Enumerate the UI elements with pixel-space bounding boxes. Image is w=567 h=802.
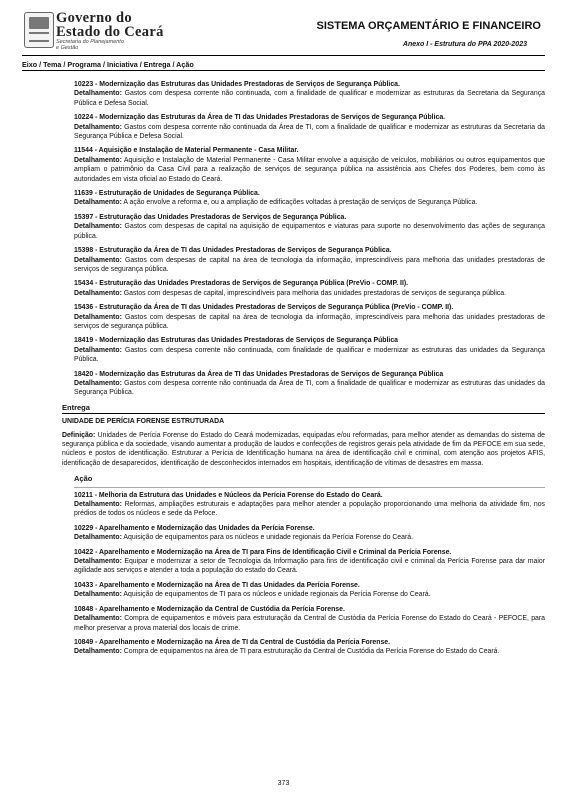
government-logo — [22, 8, 202, 52]
action-title: 15434 - Estruturação das Unidades Prestadoras de Serviços de Segurança Pública (PreVio - COMP. II). — [74, 280, 409, 288]
action-item — [74, 605, 545, 633]
action-item — [74, 189, 545, 208]
detail-label: Detalhamento: — [74, 379, 122, 387]
detail-label: Detalhamento: — [74, 558, 122, 566]
action-item — [74, 638, 545, 657]
detail-text: Reformas, ampliações estruturais e adaptações para melhor atender a população proporcionando uma melhoria da atividade fim, nos prédios de todos os núcleos e sede da Pefoce. — [74, 501, 545, 518]
detail-label: Detalhamento: — [74, 156, 122, 164]
detail-text: Gastos com despesa corrente não continuada, com finalidade de qualificar e modernizar as estruturas das unidades da Segurança Pública. — [74, 346, 545, 364]
detail-text: Gastos com despesas de capital na área de tecnologia da informação, imprescindíveis para melhoria das unidades prestadoras de serviços de segurança pública. — [74, 256, 545, 273]
detail-label: Detalhamento: — [74, 615, 122, 623]
action-detail — [74, 289, 545, 298]
detail-label: Detalhamento: — [74, 501, 122, 509]
detail-label: Detalhamento: — [74, 591, 122, 599]
logo-line-2: Estado do Ceará — [56, 24, 164, 40]
action-item — [74, 370, 545, 398]
breadcrumb-divider — [22, 70, 545, 71]
action-detail — [74, 647, 545, 656]
detail-text: Aquisição de equipamentos para os núcleos e unidade regionais da Perícia Forense do Ceará. — [123, 534, 413, 542]
acao-divider — [74, 487, 545, 488]
action-title: 10422 - Aparelhamento e Modernização na Área de TI para Fins de Identificação Civil e Criminal da Perícia Forense. — [74, 548, 452, 556]
action-title: 10223 - Modernização das Estruturas das Unidades Prestadoras de Serviços de Segurança Pública. — [74, 81, 400, 88]
main-content — [62, 80, 545, 662]
detail-text: Gastos com despesa corrente não continuada, com a finalidade de qualificar e modernizar as estruturas da Secretaria da Segurança Pública e Defesa Social. — [74, 90, 545, 107]
action-detail — [74, 557, 545, 576]
detail-text: Compra de equipamentos e móveis para estruturação da Central de Custódia da Perícia Forense do Estado do Ceará - PEFOCE, para melhor preservar a prova material dos locais de crime. — [74, 615, 546, 632]
detail-text: Aquisição e Instalação de Material Permanente - Casa Militar envolve a aquisição de veículos, mobiliários ou outros equipamentos que ampliam o patrimônio da Casa Civil para a realização de serviços de segurança pública na assistência aos Chefes dos Poderes, bem como às autoridades em vista oficial ao Estado do Ceará. — [74, 156, 545, 183]
action-detail — [74, 198, 545, 207]
action-item — [74, 548, 545, 576]
action-item — [74, 146, 545, 184]
detail-label: Detalhamento: — [74, 534, 122, 542]
action-title: 15436 - Estruturação da Área de TI das Unidades Prestadoras de Serviços de Segurança Pública (PreVio - COMP. II). — [74, 304, 454, 312]
action-detail — [74, 500, 545, 519]
definition-label: Definição: — [62, 431, 96, 439]
detail-label: Detalhamento: — [74, 123, 122, 131]
action-item — [74, 113, 545, 141]
breadcrumb: Eixo / Tema / Programa / Iniciativa / Entrega / Ação — [22, 60, 194, 69]
definition-text: Unidades de Perícia Forense do Estado do Ceará modernizadas, equipadas e/ou reformadas, para melhor atender as demandas do sistema de segurança pública e da sociedade, visando aumentar a produção de laudos e confecções de registros gerais pela atividade de fim da PEFOCE em sua sede, núcleos e postos de identificação. Estruturar a Perícia de Identificação humana na área de identificação civil e criminal, com atenção aos projetos AFIS, identificação de desaparecidos, identificação de desconhecidos internados em hospitais, identificação de vítimas de desastres em massa. — [62, 431, 545, 467]
detail-text: Equipar e modernizar a setor de Tecnologia da Informação para fins de identificação civil e criminal da Perícia Forense para dar maior agilidade aos serviços e atender a toda a população do estado do Ceará. — [74, 558, 545, 575]
detail-text: Gastos com despesa corrente não continuada da Área de TI, com a finalidade de qualificar e modernizar as estruturas da Secretaria da Segurança Pública e Defesa Social. — [74, 123, 545, 141]
action-title: 10433 - Aparelhamento e Modernização na Área de TI das Unidades da Perícia Forense. — [74, 581, 360, 589]
coat-of-arms-icon — [24, 12, 54, 48]
action-item — [74, 80, 545, 108]
header-divider — [22, 55, 545, 56]
action-detail — [74, 379, 545, 398]
action-title: 10229 - Aparelhamento e Modernização das Unidades da Perícia Forense. — [74, 524, 315, 532]
action-detail — [74, 89, 545, 108]
action-title: 11544 - Aquisição e Instalação de Material Permanente - Casa Militar. — [74, 147, 299, 155]
detail-label: Detalhamento: — [74, 346, 122, 354]
annex-subtitle: Anexo I - Estrutura do PPA 2020-2023 — [402, 41, 527, 48]
action-title: 10848 - Aparelhamento e Modernização da Central de Custódia da Perícia Forense. — [74, 605, 345, 613]
action-item — [74, 336, 545, 364]
action-title: 10211 - Melhoria da Estrutura das Unidades e Núcleos da Perícia Forense do Estado do Ceará. — [74, 491, 383, 499]
logo-line-1: Governo do — [56, 10, 132, 26]
action-item — [74, 279, 545, 298]
action-title: 15397 - Estruturação das Unidades Prestadoras de Serviços de Segurança Pública. — [74, 213, 347, 221]
action-title: 18420 - Modernização das Estruturas da Área de TI das Unidades Prestadoras de Serviços de Segurança Pública — [74, 370, 444, 378]
detail-label: Detalhamento: — [74, 648, 122, 656]
action-detail — [74, 256, 545, 275]
entrega-heading: Entrega — [62, 403, 545, 414]
detail-label: Detalhamento: — [74, 256, 122, 264]
action-detail — [74, 123, 545, 142]
action-title: 11639 - Estruturação de Unidades de Segurança Pública. — [74, 190, 260, 198]
action-title: 15398 - Estruturação da Área de TI das Unidades Prestadoras de Serviços de Segurança Pública. — [74, 247, 392, 255]
action-detail — [74, 533, 545, 542]
action-title: 18419 - Modernização das Estruturas das Unidades Prestadoras de Serviços de Segurança Pública — [74, 337, 398, 345]
action-detail — [74, 590, 545, 599]
detail-label: Detalhamento: — [74, 90, 122, 98]
action-detail — [74, 156, 545, 184]
detail-label: Detalhamento: — [74, 289, 122, 297]
action-detail — [74, 222, 545, 241]
detail-text: A ação envolve a reforma e, ou a ampliação de edificações voltadas à prestação de serviços de Segurança Pública. — [123, 199, 478, 207]
action-item — [74, 491, 545, 519]
action-item — [74, 213, 545, 241]
entrega-definition — [62, 431, 545, 469]
detail-text: Gastos com despesas de capital, imprescindíveis para melhoria das unidades prestadoras de serviços de segurança pública. — [123, 289, 507, 297]
action-list-top — [62, 80, 545, 398]
logo-line-3: Secretaria do Planejamento e Gestão — [56, 39, 124, 51]
detail-text: Compra de equipamentos na área de TI para estruturação da Central de Custódia da Perícia Forense do Estado do Ceará. — [123, 648, 500, 656]
detail-text: Gastos com despesa corrente não continuada da Área de TI, com a finalidade de qualificar e modernizar as estruturas das unidades da Segurança Pública. — [74, 379, 545, 397]
action-detail — [74, 346, 545, 365]
action-item — [74, 303, 545, 331]
detail-text: Gastos com despesas de capital na área de tecnologia da informação, imprescindíveis para melhoria das unidades prestadoras de serviços de segurança pública. — [74, 313, 545, 330]
action-title: 10224 - Modernização das Estruturas da Área de TI das Unidades Prestadoras de Serviços de Segurança Pública. — [74, 114, 446, 122]
acao-heading: Ação — [74, 474, 93, 484]
detail-text: Aquisição de equipamentos de TI para os núcleos e unidade regionais da Perícia Forense do Ceará. — [123, 591, 431, 599]
action-item — [74, 246, 545, 274]
detail-label: Detalhamento: — [74, 199, 122, 207]
entrega-unit-title: UNIDADE DE PERÍCIA FORENSE ESTRUTURADA — [62, 418, 225, 426]
action-title: 10849 - Aparelhamento e Modernização na Área de TI da Central de Custódia da Perícia Forense. — [74, 638, 391, 646]
page-header — [22, 8, 545, 54]
action-detail — [74, 313, 545, 332]
page-number: 373 — [277, 780, 290, 787]
action-item — [74, 524, 545, 543]
action-list-bottom — [62, 491, 545, 657]
action-item — [74, 581, 545, 600]
action-detail — [74, 614, 545, 633]
detail-label: Detalhamento: — [74, 223, 122, 231]
detail-text: Gastos com despesas de capital na aquisição de equipamentos e viaturas para suporte no desenvolvimento das ações de segurança pública. — [74, 223, 545, 240]
system-title: SISTEMA ORÇAMENTÁRIO E FINANCEIRO — [316, 20, 541, 32]
detail-label: Detalhamento: — [74, 313, 122, 321]
